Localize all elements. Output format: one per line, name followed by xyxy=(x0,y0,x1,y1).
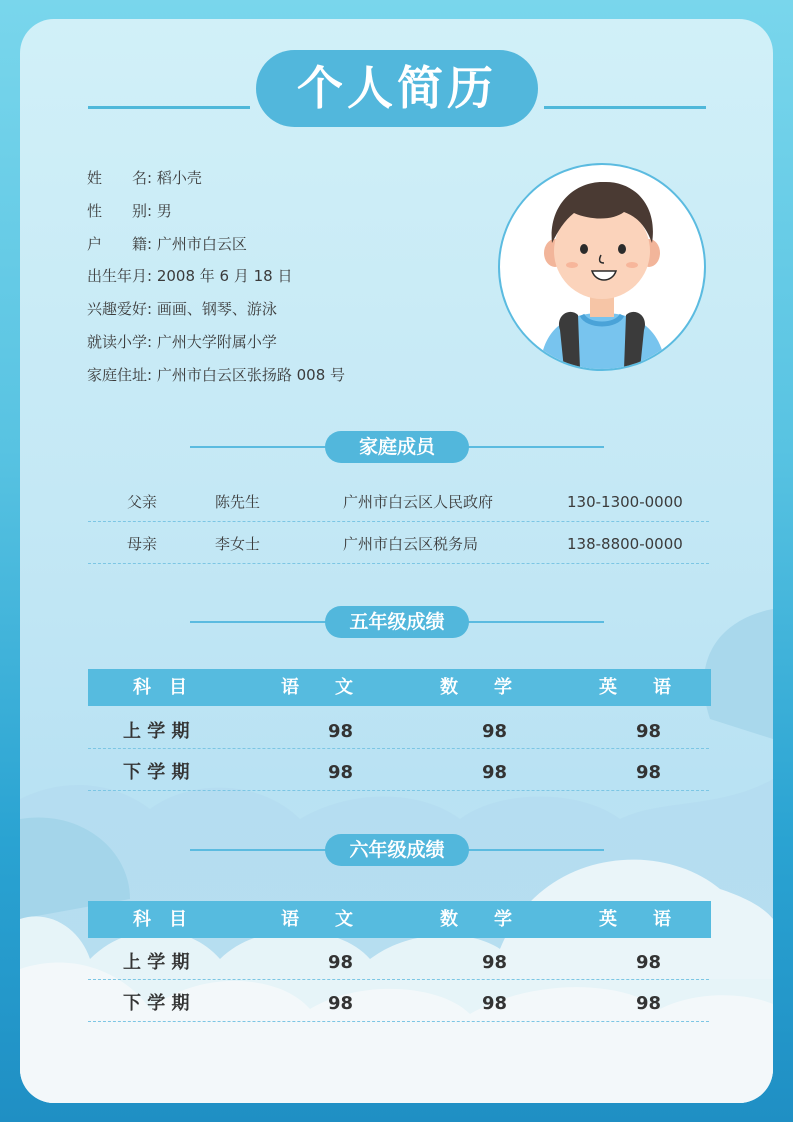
info-row-name: 姓 名: 稻小壳 xyxy=(87,169,202,187)
family-work: 广州市白云区人民政府 xyxy=(343,493,494,511)
col-subject: 科 目 xyxy=(133,677,187,698)
family-phone: 138-8800-0000 xyxy=(567,535,683,553)
divider xyxy=(88,748,709,749)
col-english: 英 语 xyxy=(599,677,671,698)
info-row-birth: 出生年月: 2008 年 6 月 18 日 xyxy=(87,267,293,285)
family-name: 李女士 xyxy=(215,535,261,553)
divider xyxy=(88,521,709,522)
family-heading: 家庭成员 xyxy=(325,431,469,463)
score-chinese: 98 xyxy=(328,762,354,783)
score-chinese: 98 xyxy=(328,952,354,973)
family-line-left xyxy=(190,446,330,448)
family-line-right xyxy=(464,446,604,448)
divider xyxy=(88,563,709,564)
info-row-school: 就读小学: 广州大学附属小学 xyxy=(87,333,277,351)
divider xyxy=(88,790,709,791)
info-label: 就读小学 xyxy=(87,333,148,351)
score-math: 98 xyxy=(482,762,508,783)
family-phone: 130-1300-0000 xyxy=(567,493,683,511)
family-name: 陈先生 xyxy=(215,493,261,511)
grade6-line-right xyxy=(464,849,604,851)
info-label: 姓 名 xyxy=(87,169,148,187)
info-value: 广州市白云区张扬路 008 号 xyxy=(156,366,346,384)
col-math: 数 学 xyxy=(440,909,512,930)
term-label: 下 学 期 xyxy=(123,762,190,783)
info-label: 出生年月 xyxy=(87,267,148,285)
title-line-right xyxy=(544,106,706,109)
score-math: 98 xyxy=(482,952,508,973)
info-label: 家庭住址 xyxy=(87,366,148,384)
info-label: 兴趣爱好 xyxy=(87,300,148,318)
title-line-left xyxy=(88,106,250,109)
col-math: 数 学 xyxy=(440,677,512,698)
score-english: 98 xyxy=(636,762,662,783)
score-chinese: 98 xyxy=(328,721,354,742)
col-chinese: 语 文 xyxy=(281,677,353,698)
info-row-hobby: 兴趣爱好: 画画、钢琴、游泳 xyxy=(87,300,277,318)
info-value: 广州市白云区 xyxy=(156,235,247,253)
info-value: 广州大学附属小学 xyxy=(156,333,277,351)
info-value: 稻小壳 xyxy=(156,169,202,187)
grade5-line-left xyxy=(190,621,330,623)
info-value: 2008 年 6 月 18 日 xyxy=(156,267,293,285)
boy-portrait-icon xyxy=(500,165,704,369)
info-row-gender: 性 别: 男 xyxy=(87,202,172,220)
family-work: 广州市白云区税务局 xyxy=(343,535,479,553)
score-english: 98 xyxy=(636,952,662,973)
family-relation: 母亲 xyxy=(127,535,158,553)
grade6-table-header xyxy=(88,901,711,938)
score-english: 98 xyxy=(636,721,662,742)
info-label: 性 别 xyxy=(87,202,148,220)
resume-card xyxy=(20,19,773,1103)
col-chinese: 语 文 xyxy=(281,909,353,930)
grade6-heading: 六年级成绩 xyxy=(325,834,469,866)
grade6-line-left xyxy=(190,849,330,851)
score-math: 98 xyxy=(482,993,508,1014)
score-chinese: 98 xyxy=(328,993,354,1014)
grade5-heading: 五年级成绩 xyxy=(325,606,469,638)
info-row-hukou: 户 籍: 广州市白云区 xyxy=(87,235,247,253)
info-label: 户 籍 xyxy=(87,235,148,253)
term-label: 上 学 期 xyxy=(123,952,190,973)
grade5-table-header xyxy=(88,669,711,706)
info-row-address: 家庭住址: 广州市白云区张扬路 008 号 xyxy=(87,366,346,384)
divider xyxy=(88,1021,709,1022)
avatar xyxy=(498,163,706,371)
info-value: 男 xyxy=(156,202,172,220)
term-label: 下 学 期 xyxy=(123,993,190,1014)
col-subject: 科 目 xyxy=(133,909,187,930)
family-relation: 父亲 xyxy=(127,493,158,511)
score-english: 98 xyxy=(636,993,662,1014)
grade5-line-right xyxy=(464,621,604,623)
page-title: 个人简历 xyxy=(256,50,538,127)
score-math: 98 xyxy=(482,721,508,742)
col-english: 英 语 xyxy=(599,909,671,930)
info-value: 画画、钢琴、游泳 xyxy=(156,300,277,318)
term-label: 上 学 期 xyxy=(123,721,190,742)
divider xyxy=(88,979,709,980)
